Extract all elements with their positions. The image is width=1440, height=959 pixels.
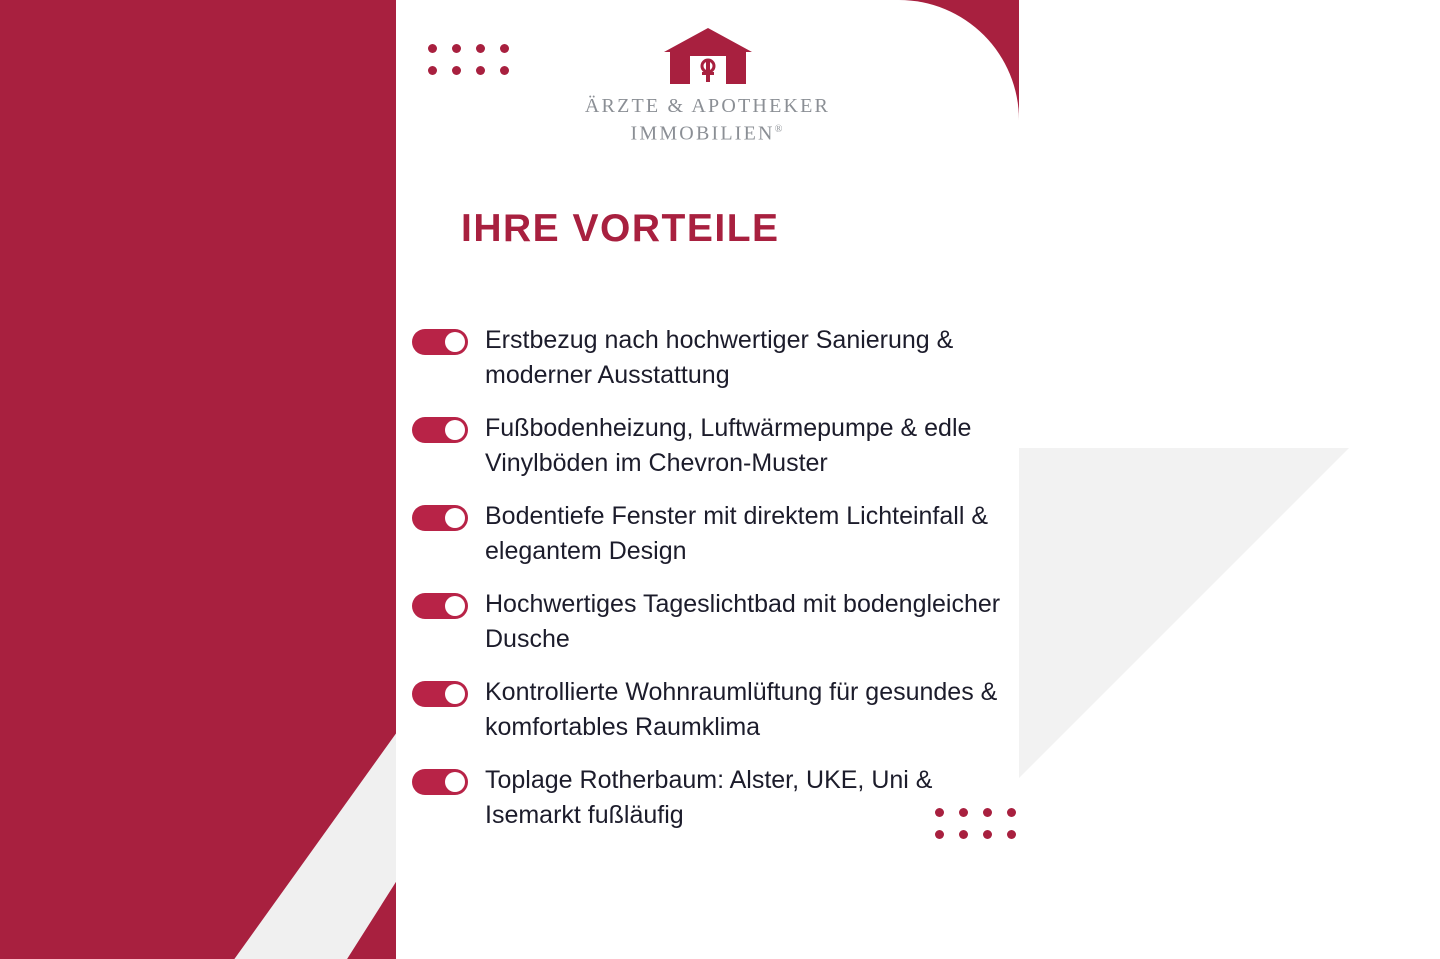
list-item-label: Toplage Rotherbaum: Alster, UKE, Uni & Isemarkt fußläufig — [485, 766, 933, 829]
house-icon — [660, 26, 756, 86]
list-item — [412, 323, 1012, 393]
list-item-label: Erstbezug nach hochwertiger Sanierung & moderner Ausstattung — [485, 326, 954, 389]
brand-line-2: IMMOBILIEN® — [630, 122, 785, 145]
list-item — [412, 499, 1012, 569]
background-block-white-top-right — [1019, 0, 1440, 448]
list-item-label: Fußbodenheizung, Luftwärmepumpe & edle Vinylböden im Chevron-Muster — [485, 414, 972, 477]
list-item — [412, 411, 1012, 481]
list-item — [412, 587, 1012, 657]
page-title: IHRE VORTEILE — [461, 207, 780, 250]
toggle-icon — [412, 593, 468, 619]
toggle-icon — [412, 769, 468, 795]
list-item-label: Kontrollierte Wohnraumlüftung für gesundes & komfortables Raumklima — [485, 678, 998, 741]
list-item-label: Hochwertiges Tageslichtbad mit bodengleicher Dusche — [485, 590, 1001, 653]
list-item — [412, 675, 1012, 745]
brand-logo — [396, 26, 1019, 146]
toggle-icon — [412, 417, 468, 443]
toggle-icon — [412, 329, 468, 355]
toggle-icon — [412, 505, 468, 531]
brand-line-1: ÄRZTE & APOTHEKER — [584, 95, 831, 117]
toggle-icon — [412, 681, 468, 707]
registered-mark: ® — [774, 124, 785, 135]
list-item-label: Bodentiefe Fenster mit direktem Lichteinfall & elegantem Design — [485, 502, 989, 565]
brand-wordmark — [585, 95, 830, 146]
benefits-list — [412, 323, 1012, 851]
list-item — [412, 763, 1012, 833]
